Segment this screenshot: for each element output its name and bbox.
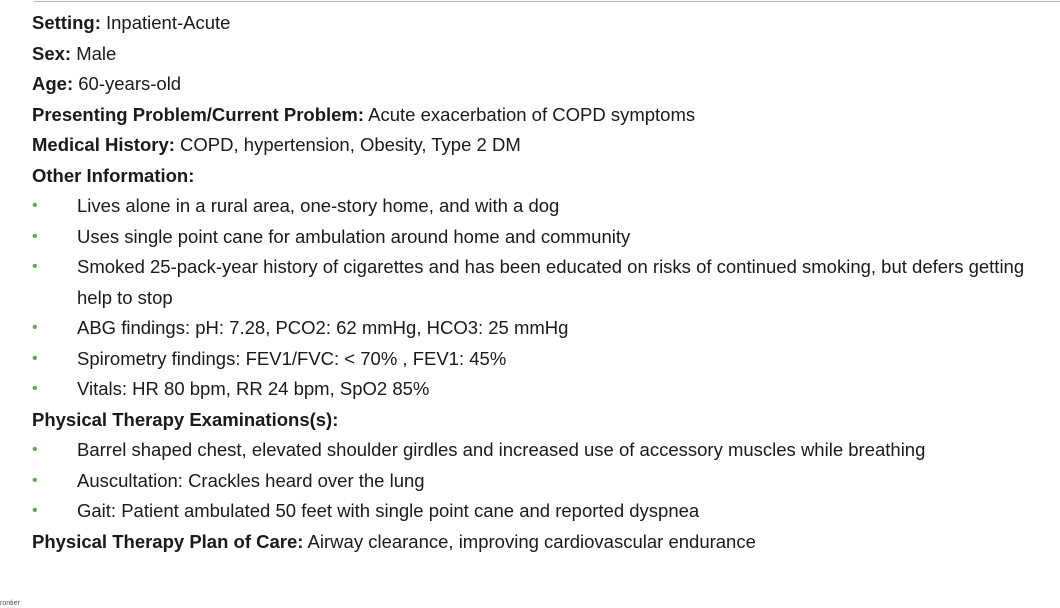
- setting-line: [32, 8, 1052, 39]
- pt-examinations-list: [32, 435, 1052, 527]
- bullet-icon: •: [32, 441, 38, 458]
- list-item: [32, 374, 1052, 405]
- list-item-text: ABG findings: pH: 7.28, PCO2: 62 mmHg, HCO3: 25 mmHg: [77, 317, 569, 338]
- bullet-icon: •: [32, 227, 38, 245]
- plan-of-care-value: Airway clearance, improving cardiovascular endurance: [303, 530, 756, 552]
- top-divider: [34, 1, 1060, 2]
- sex-label: Sex:: [32, 42, 72, 64]
- age-value: 60-years-old: [73, 73, 182, 94]
- list-item: [32, 496, 1052, 527]
- plan-of-care-label: Physical Therapy Plan of Care:: [32, 530, 304, 552]
- list-item: [32, 466, 1052, 497]
- presenting-problem-label: Presenting Problem/Current Problem:: [32, 103, 365, 125]
- sex-line: [32, 39, 1052, 70]
- other-information-list: [32, 191, 1052, 405]
- bullet-icon: •: [32, 319, 38, 336]
- pt-examinations-heading: [32, 405, 1052, 436]
- list-item-text: Auscultation: Crackles heard over the lung: [77, 469, 425, 491]
- presenting-problem-line: [32, 100, 1052, 131]
- list-item-text: Uses single point cane for ambulation around home and community: [77, 225, 631, 247]
- medical-history-line: [32, 130, 1052, 161]
- medical-history-label: Medical History:: [32, 134, 175, 155]
- list-item: [32, 435, 1052, 466]
- list-item-text: Gait: Patient ambulated 50 feet with single point cane and reported dyspnea: [77, 500, 700, 521]
- list-item-text: Barrel shaped chest, elevated shoulder girdles and increased use of accessory muscles while breathing: [77, 439, 926, 460]
- sex-value: Male: [71, 42, 117, 64]
- setting-value: Inpatient-Acute: [100, 12, 231, 33]
- list-item-text: Spirometry findings: FEV1/FVC: < 70% , FEV1: 45%: [77, 347, 507, 369]
- list-item-text: Lives alone in a rural area, one-story home, and with a dog: [77, 195, 560, 216]
- list-item-text: Vitals: HR 80 bpm, RR 24 bpm, SpO2 85%: [77, 378, 430, 399]
- list-item: [32, 191, 1052, 222]
- other-information-heading: [32, 161, 1052, 192]
- list-item: [32, 252, 1052, 313]
- other-information-label: Other Information:: [32, 164, 195, 186]
- list-item: [32, 313, 1052, 344]
- list-item-text: Smoked 25-pack-year history of cigarettes and has been educated on risks of continued smoking, but defers getting help to stop: [77, 256, 1025, 308]
- age-line: [32, 69, 1052, 100]
- presenting-problem-value: Acute exacerbation of COPD symptoms: [364, 103, 696, 125]
- bullet-icon: •: [32, 471, 38, 489]
- setting-label: Setting:: [32, 12, 101, 33]
- list-item: [32, 222, 1052, 253]
- case-study-body: [32, 8, 1052, 557]
- medical-history-value: COPD, hypertension, Obesity, Type 2 DM: [174, 134, 521, 155]
- bullet-icon: •: [32, 380, 38, 397]
- bullet-icon: •: [32, 349, 38, 367]
- bullet-icon: •: [32, 197, 38, 214]
- bullet-icon: •: [32, 502, 38, 519]
- plan-of-care-line: [32, 527, 1052, 558]
- footer-fragment: rontier: [0, 600, 20, 607]
- bullet-icon: •: [32, 258, 38, 275]
- list-item: [32, 344, 1052, 375]
- pt-examinations-label: Physical Therapy Examinations(s):: [32, 408, 339, 430]
- age-label: Age:: [32, 73, 74, 94]
